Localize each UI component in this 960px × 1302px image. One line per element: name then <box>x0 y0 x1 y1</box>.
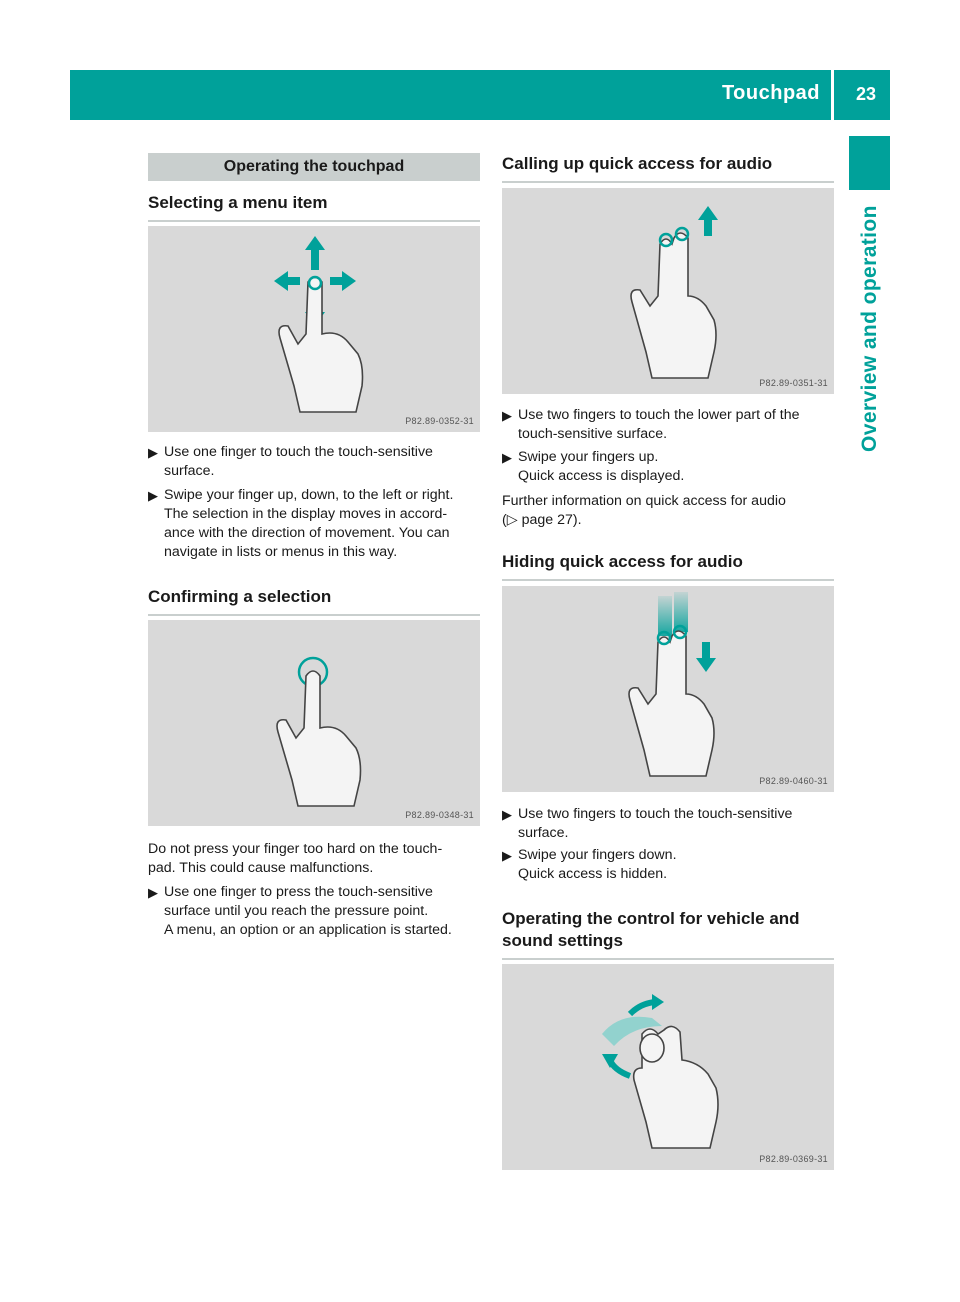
figure-code: P82.89-0352-31 <box>405 416 474 426</box>
confirm-heading: Confirming a selection <box>148 586 480 616</box>
hand-two-finger-up-illustration <box>502 188 834 394</box>
step-arrow-icon: ▶ <box>502 408 512 423</box>
confirm-step-1: ▶ Use one finger to press the touch-sensitive surface until you reach the pressure point. A menu, an option or an application is started. <box>148 884 452 938</box>
hand-tap-illustration <box>148 620 480 826</box>
step-arrow-icon: ▶ <box>148 488 158 503</box>
figure-code: P82.89-0351-31 <box>759 378 828 388</box>
step-arrow-icon: ▶ <box>502 807 512 822</box>
hand-two-finger-down-illustration <box>502 586 834 792</box>
chapter-title: Touchpad <box>721 82 820 104</box>
side-tab-marker <box>849 136 890 190</box>
call-step-1: ▶ Use two fingers to touch the lower part of the touch-sensitive surface. <box>502 407 800 442</box>
call-info: Further information on quick access for audio (▷ page 27). <box>502 493 786 528</box>
step-arrow-icon: ▶ <box>502 450 512 465</box>
figure-code: P82.89-0348-31 <box>405 810 474 820</box>
step-arrow-icon: ▶ <box>148 885 158 900</box>
page-number: 23 <box>855 84 876 104</box>
hand-swipe-illustration <box>148 226 480 432</box>
confirm-note: Do not press your finger too hard on the touch- pad. This could cause malfunctions. <box>148 841 443 876</box>
hide-heading: Hiding quick access for audio <box>502 551 834 581</box>
select-step-2: ▶ Swipe your finger up, down, to the left or right. The selection in the display moves in accord- ance with the direction of movement. You can navigate in lists or menus in this way. <box>148 487 454 560</box>
hide-step-2: ▶ Swipe your fingers down. Quick access is hidden. <box>502 847 677 882</box>
figure-swipe-down-two-fingers <box>502 586 834 792</box>
hand-rotate-illustration <box>502 964 834 1170</box>
call-heading: Calling up quick access for audio <box>502 153 834 183</box>
select-step-1: ▶ Use one finger to touch the touch-sensitive surface. <box>148 444 433 479</box>
figure-rotate-control <box>502 964 834 1170</box>
step-arrow-icon: ▶ <box>502 848 512 863</box>
figure-code: P82.89-0460-31 <box>759 776 828 786</box>
figure-tap-one-finger <box>148 620 480 826</box>
figure-code: P82.89-0369-31 <box>759 1154 828 1164</box>
section-title: Operating the touchpad <box>148 153 480 181</box>
hide-step-1: ▶ Use two fingers to touch the touch-sensitive surface. <box>502 806 793 841</box>
side-chapter-label: Overview and operation <box>858 205 881 452</box>
figure-swipe-up-two-fingers <box>502 188 834 394</box>
header-divider <box>831 70 834 120</box>
step-arrow-icon: ▶ <box>148 445 158 460</box>
call-step-2: ▶ Swipe your fingers up. Quick access is displayed. <box>502 449 685 484</box>
page-header <box>70 70 890 120</box>
control-heading: Operating the control for vehicle and sound settings <box>502 908 834 960</box>
select-heading: Selecting a menu item <box>148 192 480 222</box>
figure-swipe-one-finger <box>148 226 480 432</box>
